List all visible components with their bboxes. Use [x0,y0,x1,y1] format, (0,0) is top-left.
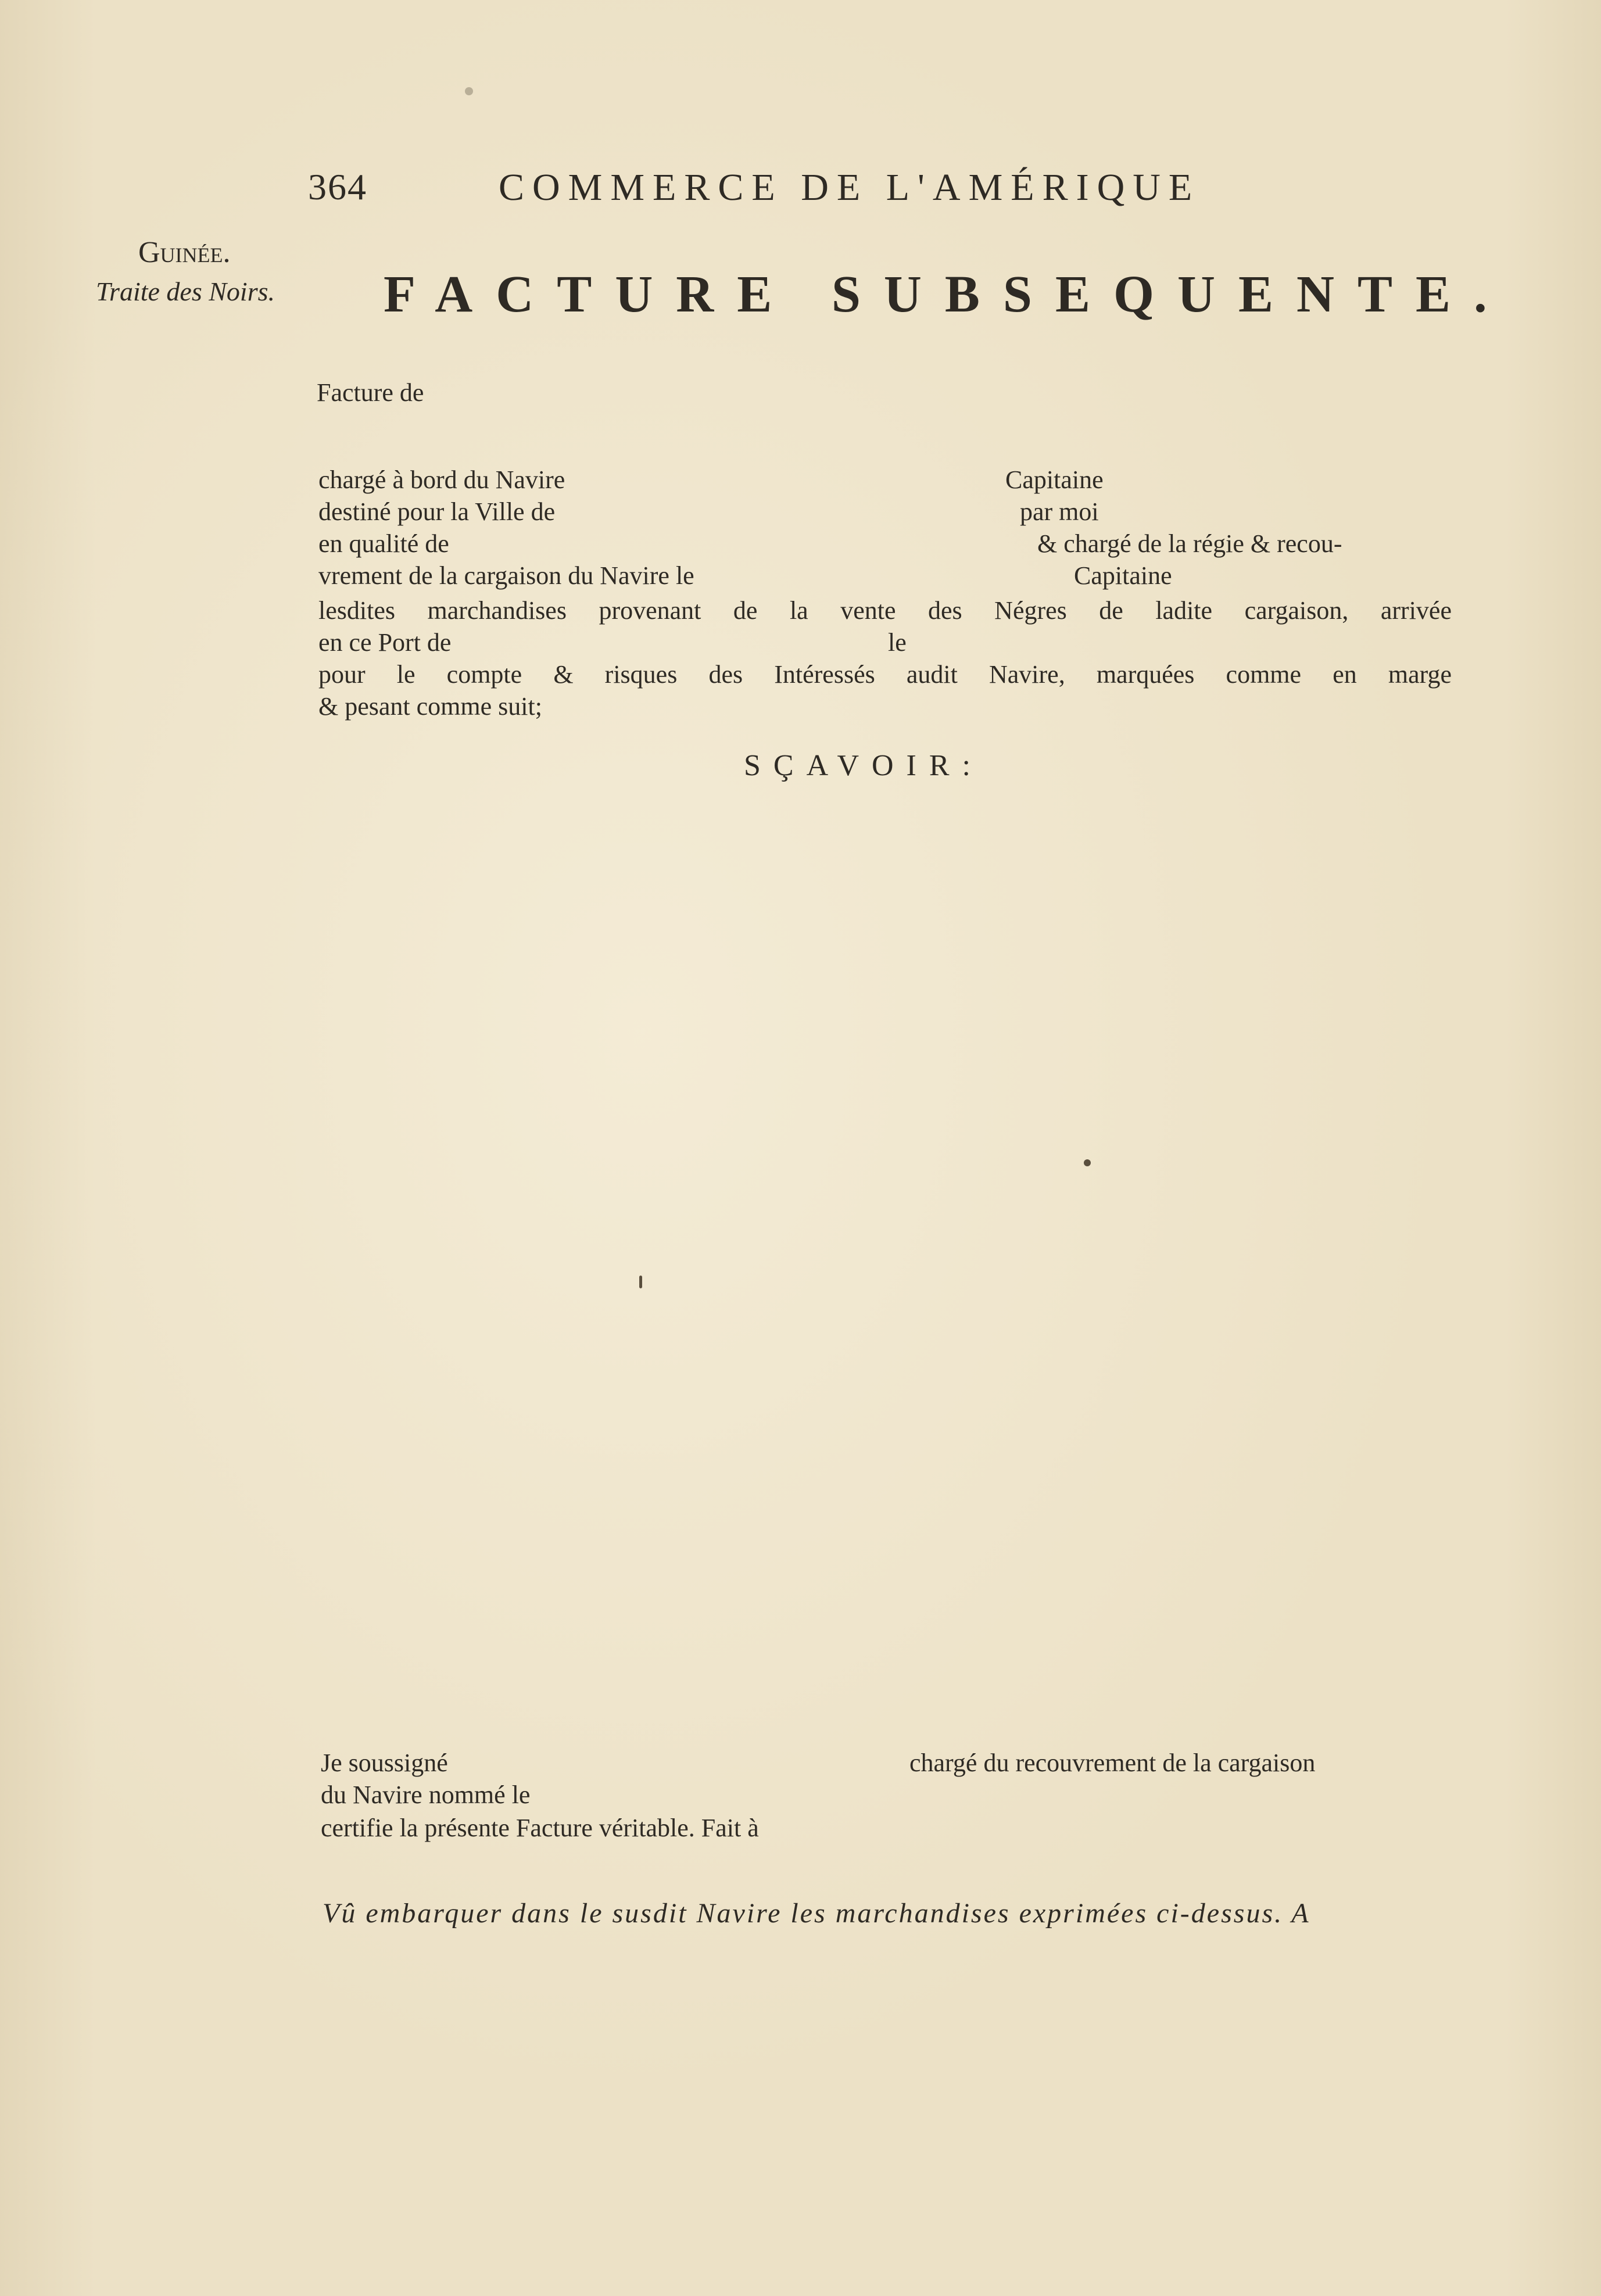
form-text: le [888,628,907,657]
form-row-1-right [1005,465,1104,495]
paper-stain [465,87,473,95]
ink-speck [1084,1159,1091,1166]
form-row-6-right [888,628,907,657]
form-text: en qualité de [318,529,449,558]
margin-note-topic: Traite des Noirs. [96,277,275,306]
form-text: par moi [1020,497,1099,526]
form-text: & chargé de la régie & recou- [1037,529,1342,558]
facture-label: Facture de [317,378,424,407]
form-text: Capitaine [1005,465,1104,494]
signature-text: Je soussigné [321,1749,448,1777]
signature-row-1-right [909,1748,1315,1778]
signature-text: chargé du recouvrement de la cargaison [909,1749,1316,1777]
form-row-4 [318,561,694,590]
form-row-6 [318,628,451,657]
form-text: Capitaine [1074,561,1172,590]
form-text: chargé à bord du Navire [318,465,565,494]
form-row-5: lesdites marchandises provenant de la vente des Négres de ladite cargaison, arrivée [318,596,1452,625]
signature-row-1 [321,1748,448,1778]
ink-speck [639,1276,642,1288]
form-row-4-right [1074,561,1172,590]
form-row-2-right [1020,497,1099,526]
form-row-2 [318,497,555,526]
page-number: 364 [308,166,367,207]
scavoir-heading: SÇAVOIR: [744,749,984,782]
running-head: COMMERCE DE L'AMÉRIQUE [499,166,1201,209]
form-text: en ce Port de [318,628,452,657]
embarkation-note: Vû embarquer dans le susdit Navire les marchandises exprimées ci-dessus. A [323,1898,1310,1929]
form-text: destiné pour la Ville de [318,497,556,526]
form-row-3 [318,529,449,558]
form-text: vrement de la cargaison du Navire le [318,561,694,590]
form-row-8: & pesant comme suit; [318,692,542,721]
margin-note-region: Guinée. [138,236,231,269]
form-row-1 [318,465,565,495]
form-row-3-right [1037,529,1342,558]
form-row-7: pour le compte & risques des Intéressés audit Navire, marquées comme en marge [318,660,1452,689]
signature-row-2: du Navire nommé le [321,1781,531,1809]
document-title: FACTURE SUBSEQUENTE. [384,266,1510,323]
signature-row-3: certifie la présente Facture véritable. Fait à [321,1814,759,1842]
